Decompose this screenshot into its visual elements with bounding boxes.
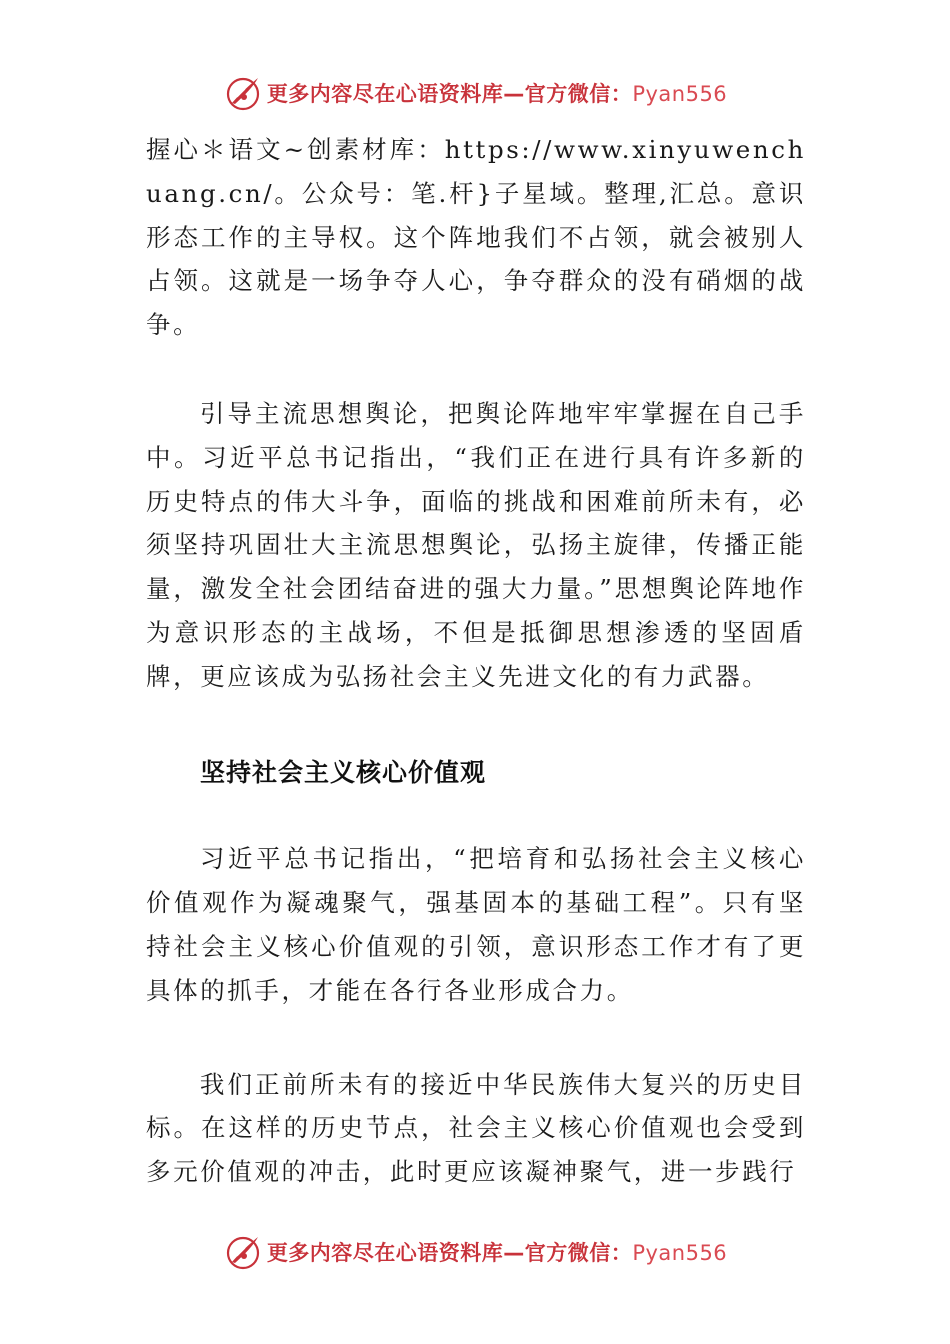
section-heading: 坚持社会主义核心价值观 bbox=[200, 757, 487, 787]
paragraph-2: 引导主流思想舆论，把舆论阵地牢牢掌握在自己手中。习近平总书记指出，“我们正在进行具有许多新的历史特点的伟大斗争，面临的挑战和困难前所未有，必须坚持巩固壮大主流思想舆论，弘扬主旋律，传播正能量，激发全社会团结奋进的强大力量。”思想舆论阵地作为意识形态的主战场，不但是抵御思想渗透的坚固盾牌，更应该成为弘扬社会主义先进文化的有力武器。 bbox=[146, 398, 806, 691]
paragraph-3: 习近平总书记指出，“把培育和弘扬社会主义核心价值观作为凝魂聚气，强基固本的基础工程”。只有坚持社会主义核心价值观的引领，意识形态工作才有了更具体的抓手，才能在各行各业形成合力。 bbox=[146, 844, 806, 1005]
paragraph-4: 我们正前所未有的接近中华民族伟大复兴的历史目标。在这样的历史节点，社会主义核心价值观也会受到多元价值观的冲击，此时更应该凝神聚气，进一步践行 bbox=[146, 1069, 806, 1187]
quill-seal-logo-icon bbox=[223, 73, 263, 113]
header-banner bbox=[0, 70, 950, 116]
paragraph-1: 握心＊语文~创素材库：https://www.xinyuwenchuang.cn/。公众号：笔.杆}子星域。整理,汇总。意识形态工作的主导权。这个阵地我们不占领，就会被别人占领。这就是一场争夺人心，争夺群众的没有硝烟的战争。 bbox=[146, 135, 806, 340]
footer-banner bbox=[0, 1229, 950, 1275]
banner-text bbox=[267, 78, 727, 108]
banner-account: Pyan556 bbox=[632, 82, 728, 106]
banner-account: Pyan556 bbox=[632, 1241, 728, 1265]
document-body bbox=[146, 128, 806, 1194]
banner-label: 更多内容尽在心语资料库—官方微信： bbox=[266, 82, 633, 106]
quill-seal-logo-icon bbox=[223, 1232, 263, 1272]
banner-text bbox=[267, 1237, 727, 1267]
banner-label: 更多内容尽在心语资料库—官方微信： bbox=[266, 1241, 633, 1265]
